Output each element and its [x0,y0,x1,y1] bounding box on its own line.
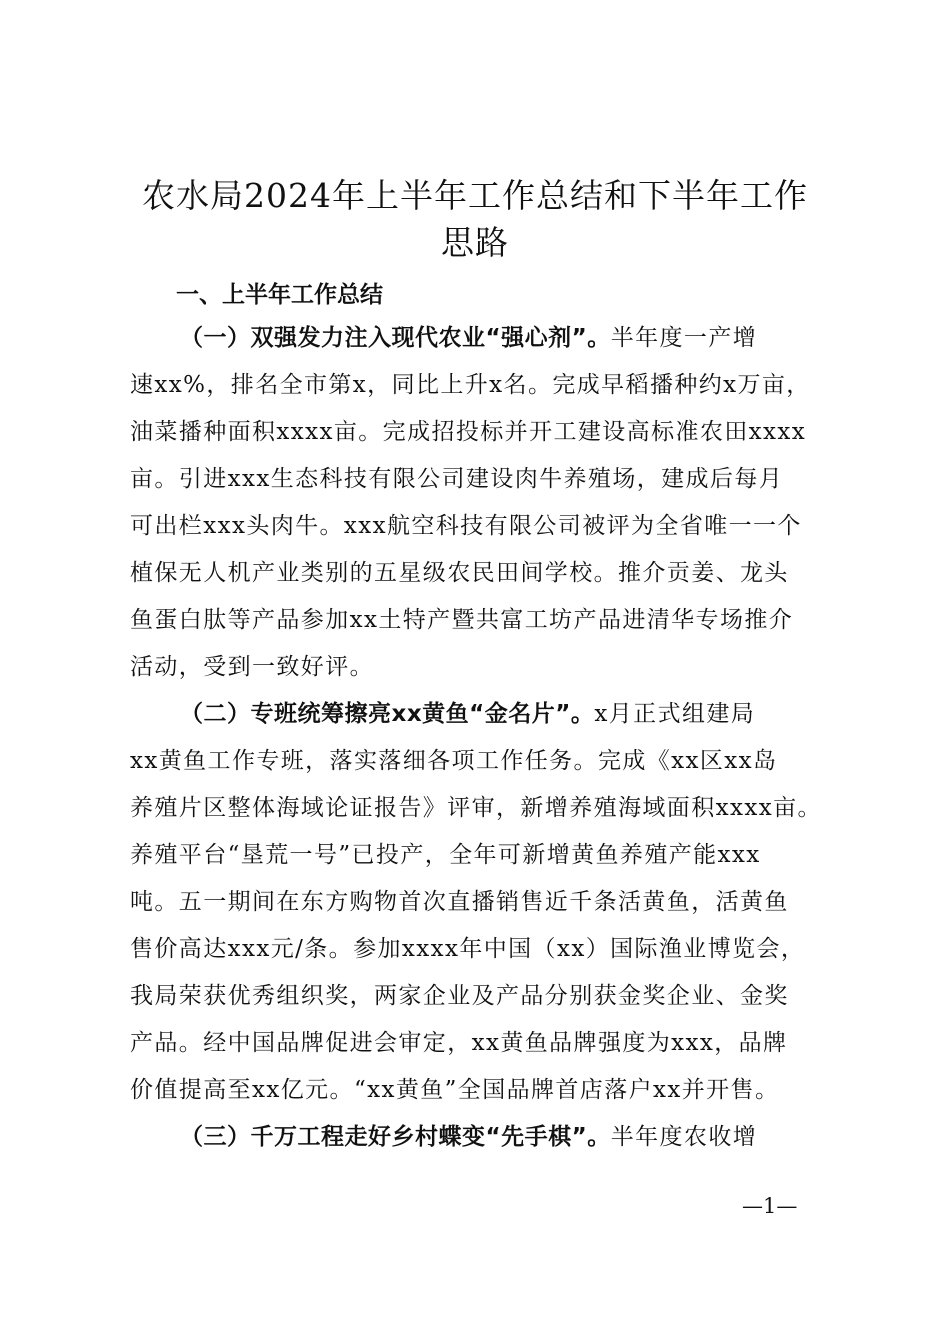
paragraph-3-line [180,1122,900,1152]
paragraph-2-line: xx黄鱼工作专班，落实落细各项工作任务。完成《xx区xx岛 [130,748,778,774]
document-title-line-2: 思路 [441,223,509,262]
paragraph-2-line: 吨。五一期间在东方购物首次直播销售近千条活黄鱼，活黄鱼 [130,889,789,915]
paragraph-2-heading: （二）专班统筹擦亮xx黄鱼“金名片”。 [180,701,595,727]
paragraph-2-line: 我局荣获优秀组织奖，两家企业及产品分别获金奖企业、金奖 [130,983,789,1009]
paragraph-1-line: 可出栏xxx头肉牛。xxx航空科技有限公司被评为全省唯一一个 [130,513,802,539]
section-heading-first-half-summary: 一、上半年工作总结 [176,282,383,308]
paragraph-3-heading: （三）千万工程走好乡村蝶变“先手棋”。 [180,1124,611,1150]
paragraph-2-line: 养殖平台“垦荒一号”已投产，全年可新增黄鱼养殖产能xxx [130,842,761,868]
paragraph-1-line: 亩。引进xxx生态科技有限公司建设肉牛养殖场，建成后每月 [130,466,784,492]
paragraph-1-line: 速xx%，排名全市第x，同比上升x名。完成早稻播种约x万亩， [130,372,811,398]
paragraph-3-text: 半年度农收增 [610,1124,758,1150]
paragraph-1-line: 油菜播种面积xxxx亩。完成招投标并开工建设高标准农田xxxx [130,419,807,445]
paragraph-2-line: 售价高达xxx元/条。参加xxxx年中国（xx）国际渔业博览会， [130,936,806,962]
page-number: —1— [742,1194,798,1218]
paragraph-2-line: 产品。经中国品牌促进会审定，xx黄鱼品牌强度为xxx，品牌 [130,1030,788,1056]
paragraph-1-line: 活动，受到一致好评。 [130,654,374,680]
paragraph-1-line: 植保无人机产业类别的五星级农民田间学校。推介贡姜、龙头 [130,560,789,586]
paragraph-1-line [180,323,900,353]
paragraph-2-line: 价值提高至xx亿元。“xx黄鱼”全国品牌首店落户xx并开售。 [130,1077,780,1103]
paragraph-1-text: 半年度一产增 [610,325,758,351]
paragraph-2-line [180,699,900,729]
paragraph-1-line: 鱼蛋白肽等产品参加xx土特产暨共富工坊产品进清华专场推介 [130,607,794,633]
paragraph-2-line: 养殖片区整体海域论证报告》评审，新增养殖海域面积xxxx亩。 [130,795,822,821]
paragraph-1-heading: （一）双强发力注入现代农业“强心剂”。 [180,325,611,351]
paragraph-2-text: x月正式组建局 [594,701,756,727]
document-title-line-1: 农水局2024年上半年工作总结和下半年工作 [142,176,808,215]
